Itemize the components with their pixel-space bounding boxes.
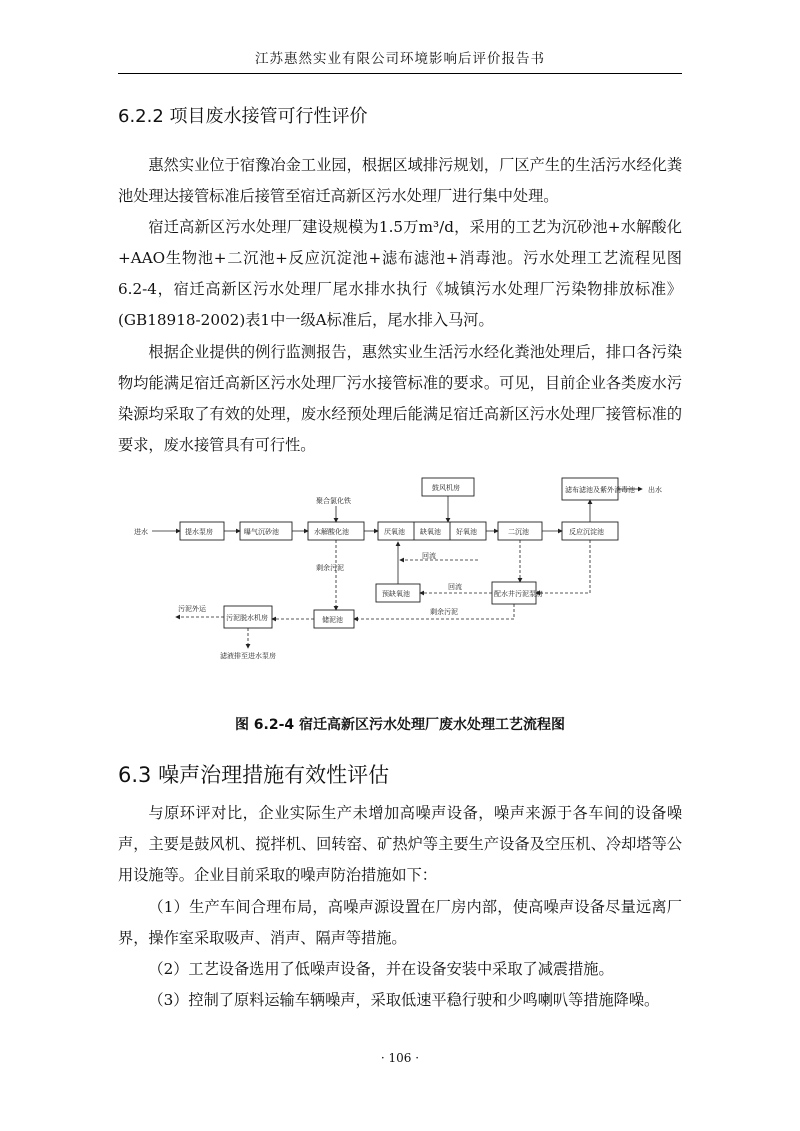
label-lift-pump: 提水泵房 (185, 528, 213, 536)
label-grit: 曝气沉砂池 (244, 528, 279, 536)
label-aerobic: 好氧池 (456, 528, 477, 536)
label-excess-sludge: 剩余污泥 (430, 608, 458, 616)
page-number: · 106 · (380, 1051, 420, 1065)
label-return-flow: 回流 (422, 552, 436, 560)
label-blower: 鼓风机房 (432, 484, 460, 492)
label-anoxic: 缺氧池 (420, 528, 441, 536)
process-flow-diagram (130, 470, 690, 680)
section-heading-6-2-2: 6.2.2 项目废水接管可行性评价 (118, 106, 368, 127)
label-hydrolysis: 水解酸化池 (314, 528, 349, 536)
label-sludge-pump: 配水井污泥泵房 (494, 590, 543, 598)
figure-caption: 图 6.2-4 宿迁高新区污水处理厂废水处理工艺流程图 (234, 717, 566, 733)
list-item: （1）生产车间合理布局，高噪声源设置在厂房内部，使高噪声设备尽量远离厂界，操作室采取吸声、消声、隔声等措施。 (118, 898, 682, 947)
paragraph: 惠然实业位于宿豫冶金工业园，根据区域排污规划，厂区产生的生活污水经化粪池处理达接管标准后接管至宿迁高新区污水处理厂进行集中处理。 (118, 156, 682, 205)
process-flow-figure (130, 470, 690, 680)
label-filter: 滤布滤池及紫外消毒池 (565, 486, 635, 494)
label-secondary: 二沉池 (508, 528, 529, 536)
label-reaction: 反应沉淀池 (569, 528, 604, 536)
label-ferric: 聚合氯化铁 (316, 497, 351, 505)
list-item: （2）工艺设备选用了低噪声设备，并在设备安装中采取了减震措施。 (148, 960, 614, 978)
label-effluent: 出水 (648, 486, 662, 494)
label-sludge-out: 污泥外运 (178, 605, 206, 613)
label-excess-sludge-vertical: 剩余污泥 (316, 564, 344, 572)
paragraph: 宿迁高新区污水处理厂建设规模为1.5万m³/d，采用的工艺为沉砂池+水解酸化+AAO生物池+二沉池+反应沉淀池+滤布滤池+消毒池。污水处理工艺流程见图6.2-4，宿迁高新区污水处理厂尾水排水执行《城镇污水处理厂污染物排放标准》(GB18918-2002)表1中一级A标准后，尾水排入马河。 (118, 218, 682, 329)
label-anaerobic: 厌氧池 (384, 528, 405, 536)
running-header: 江苏惠然实业有限公司环境影响后评价报告书 (255, 51, 545, 67)
label-sludge-thick: 储泥池 (322, 616, 343, 624)
label-influent: 进水 (134, 528, 148, 536)
paragraph: 根据企业提供的例行监测报告，惠然实业生活污水经化粪池处理后，排口各污染物均能满足宿迁高新区污水处理厂污水接管标准的要求。可见，目前企业各类废水污染源均采取了有效的处理，废水经预处理后能满足宿迁高新区污水处理厂接管标准的要求，废水接管具有可行性。 (118, 343, 682, 454)
label-return-sludge: 回流 (448, 583, 462, 591)
label-dewater: 污泥脱水机房 (226, 614, 268, 622)
header-rule (118, 73, 682, 74)
list-item: （3）控制了原料运输车辆噪声，采取低速平稳行驶和少鸣喇叭等措施降噪。 (148, 991, 660, 1009)
paragraph: 与原环评对比，企业实际生产未增加高噪声设备，噪声来源于各车间的设备噪声，主要是鼓风机、搅拌机、回转窑、矿热炉等主要生产设备及空压机、冷却塔等公用设施等。企业目前采取的噪声防治措施如下： (118, 804, 682, 884)
label-filtrate: 滤液排至进水泵房 (220, 652, 276, 660)
section-heading-6-3: 6.3 噪声治理措施有效性评估 (118, 763, 390, 787)
label-pre-anoxic: 预缺氧池 (382, 590, 410, 598)
